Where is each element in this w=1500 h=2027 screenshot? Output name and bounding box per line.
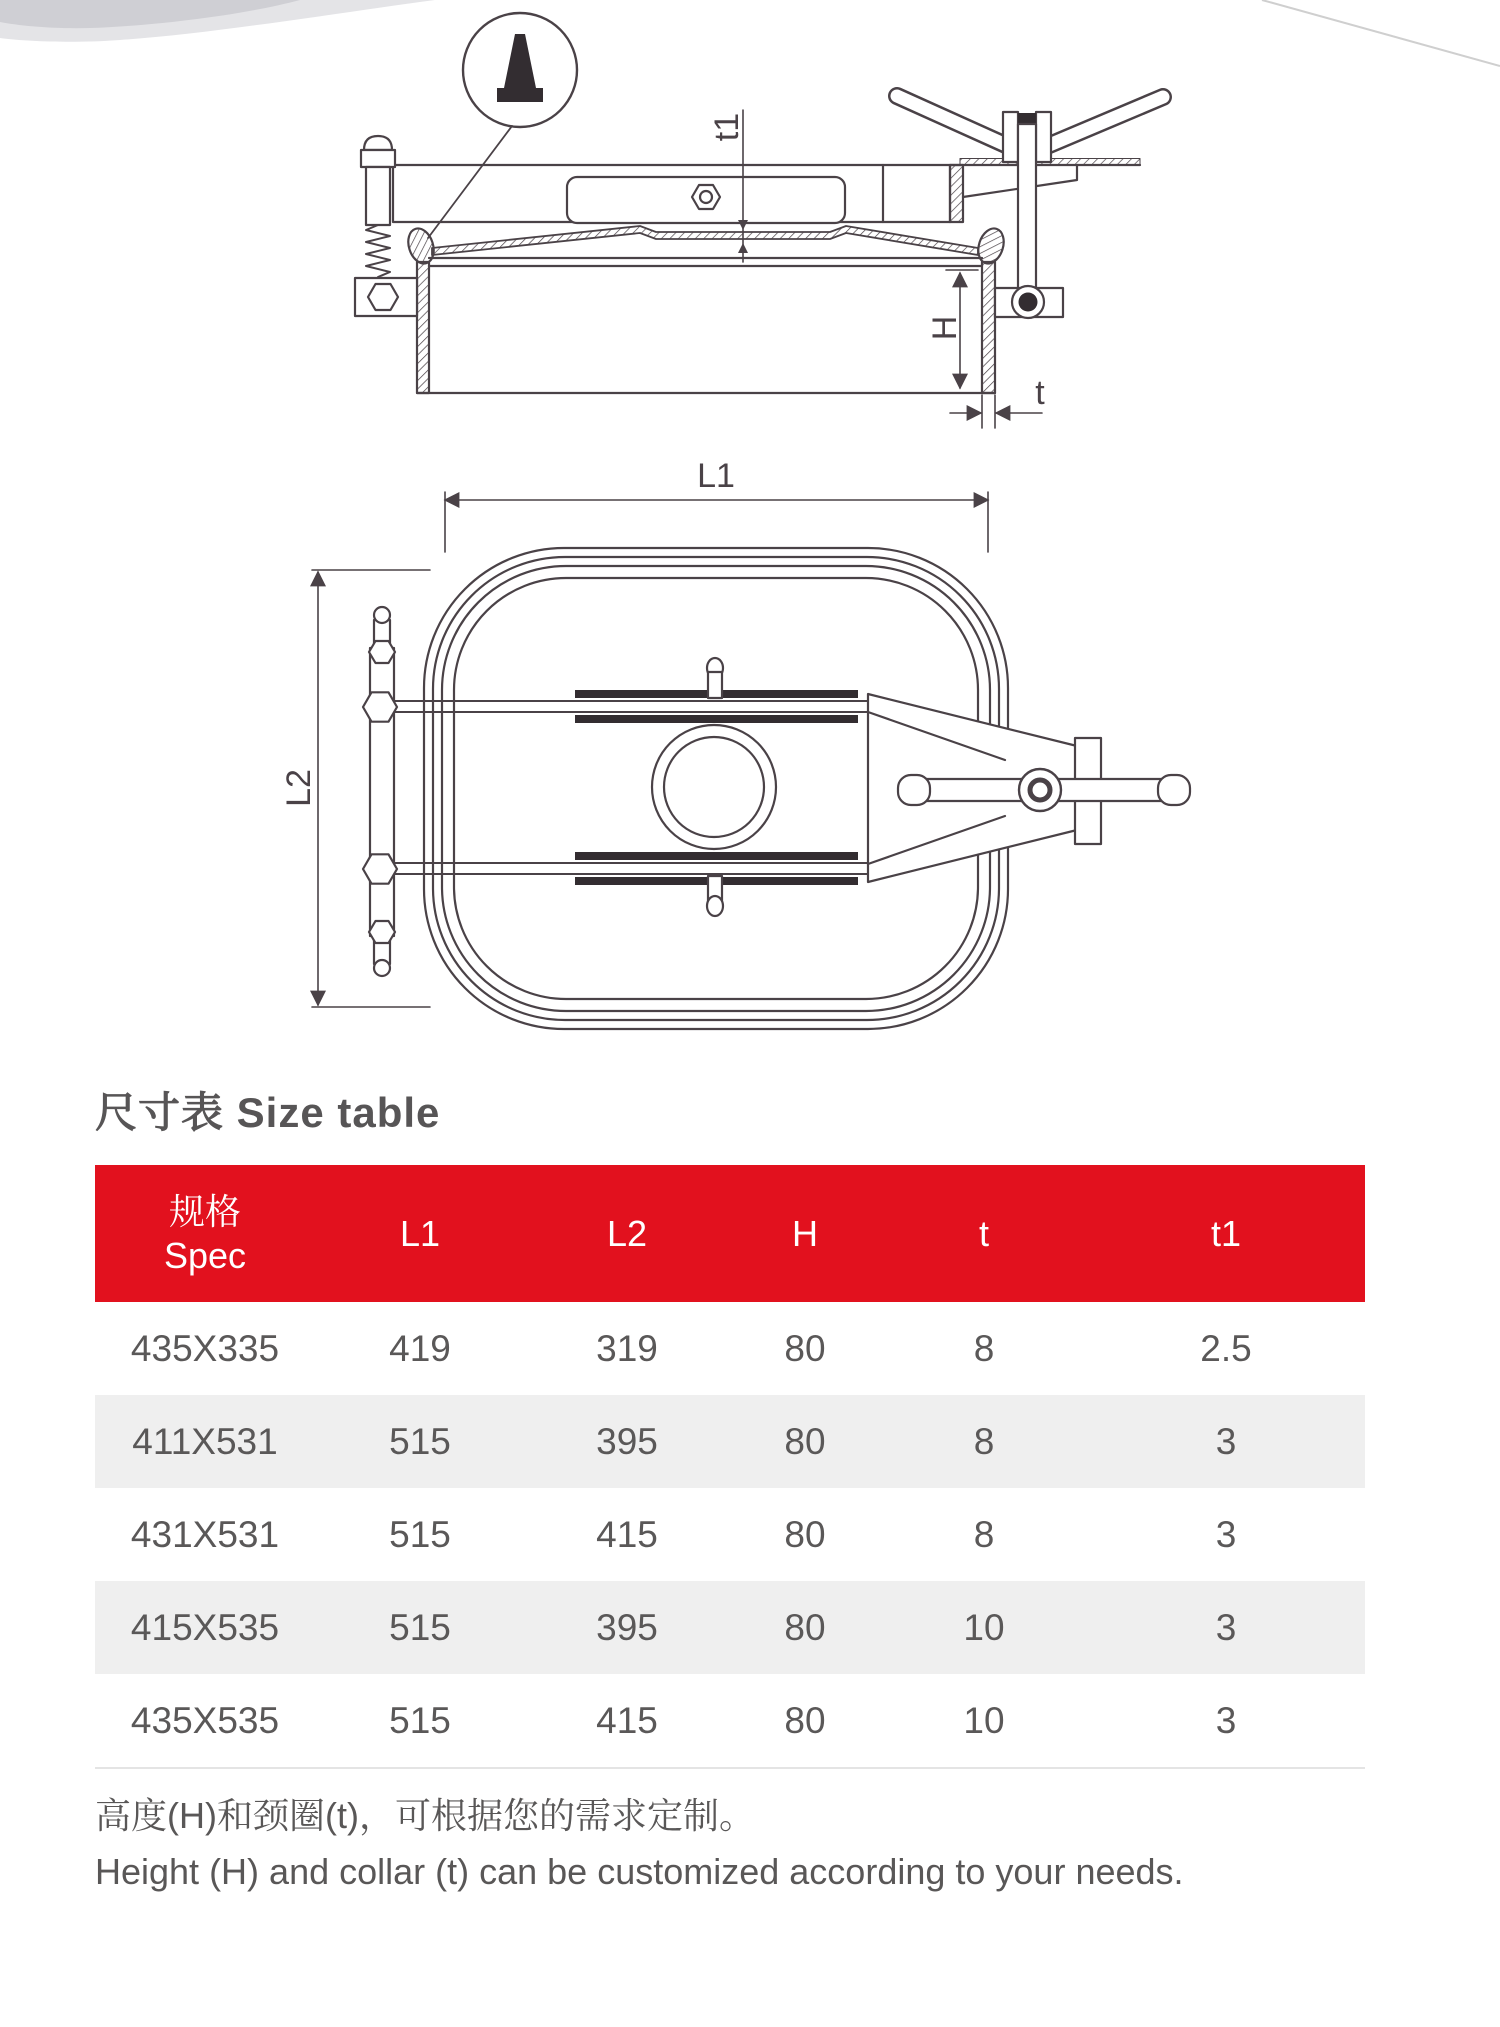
- right-lug-wall: [950, 165, 963, 222]
- page-corner-decoration: [0, 0, 1500, 66]
- col-header-l2: L2: [606, 1212, 648, 1254]
- size-table: [95, 1165, 1365, 1769]
- table-row: [95, 1488, 1365, 1581]
- table-row: [95, 1395, 1365, 1488]
- gasket-right: [974, 225, 1008, 267]
- bracket-nut: [368, 284, 398, 310]
- cell-t: 8: [973, 1420, 995, 1462]
- neck-left-wall: [417, 262, 429, 393]
- cell-l2: 319: [596, 1327, 658, 1369]
- col-header-l1: L1: [399, 1212, 441, 1254]
- cell-l2: 415: [596, 1699, 658, 1741]
- note-zh: 高度(H)和颈圈(t)，可根据您的需求定制。: [95, 1795, 755, 1836]
- cell-l2: 395: [596, 1606, 658, 1648]
- right-lug: [883, 165, 1077, 222]
- cell-l1: 515: [389, 1699, 451, 1741]
- neck-right-wall: [982, 262, 995, 393]
- neck-seat-lines: [417, 258, 995, 393]
- dim-label-l1: L1: [697, 457, 735, 495]
- cell-l1: 515: [389, 1513, 451, 1555]
- cell-t1: 2.5: [1200, 1327, 1252, 1369]
- cross-rods: [394, 701, 870, 874]
- lid-cone-section: [432, 226, 978, 255]
- cell-l1: 515: [389, 1420, 451, 1462]
- spring-icon: [366, 225, 390, 277]
- gasket-detail-balloon: [428, 13, 577, 238]
- cell-spec: 431X531: [130, 1513, 280, 1555]
- note-en: Height (H) and collar (t) can be customized according to your needs.: [95, 1851, 1184, 1892]
- cell-t: 10: [963, 1606, 1005, 1648]
- hinge-bolt-bottom: [363, 854, 397, 883]
- cell-t: 8: [973, 1513, 995, 1555]
- size-table-title: 尺寸表 Size table: [95, 1089, 441, 1136]
- left-bolt-dome: [364, 136, 392, 150]
- col-header-spec: [95, 1165, 315, 1302]
- dim-label-t1: t1: [708, 112, 746, 142]
- cell-spec: 435X335: [130, 1327, 280, 1369]
- col-header-t: t: [978, 1212, 989, 1254]
- cell-h: 80: [784, 1606, 826, 1648]
- side-view-dimensions: [738, 110, 1042, 428]
- cell-t: 8: [973, 1327, 995, 1369]
- wheel-handle: [897, 96, 1163, 318]
- dim-label-l2: L2: [280, 769, 318, 807]
- cell-h: 80: [784, 1420, 826, 1462]
- cell-t1: 3: [1215, 1513, 1237, 1555]
- center-port-outer: [652, 725, 776, 849]
- cell-t1: 3: [1215, 1699, 1237, 1741]
- cell-l2: 415: [596, 1513, 658, 1555]
- left-bolt-shank: [366, 167, 390, 225]
- col-header-spec-en: Spec: [163, 1234, 247, 1276]
- table-row: [95, 1302, 1365, 1395]
- cell-h: 80: [784, 1327, 826, 1369]
- cell-l2: 395: [596, 1420, 658, 1462]
- table-row: [95, 1581, 1365, 1674]
- customization-note: [95, 1788, 1425, 1900]
- cell-spec: 411X531: [132, 1420, 278, 1462]
- table-row: [95, 1674, 1365, 1767]
- cell-spec: 415X535: [130, 1606, 280, 1648]
- dim-label-h: H: [926, 315, 964, 341]
- cell-h: 80: [784, 1513, 826, 1555]
- size-table-body: [95, 1302, 1365, 1769]
- cell-l1: 419: [389, 1327, 451, 1369]
- size-table-header: [95, 1165, 1365, 1302]
- plan-view-drawing: [280, 457, 1190, 1029]
- col-header-spec-zh: 规格: [168, 1190, 241, 1232]
- col-header-h: H: [792, 1212, 818, 1254]
- cell-t: 10: [963, 1699, 1005, 1741]
- side-view-drawing: [355, 13, 1163, 428]
- cell-spec: 435X535: [130, 1699, 280, 1741]
- dim-label-t: t: [1035, 374, 1045, 412]
- hinge-bolt-top: [363, 692, 397, 721]
- center-nut: [692, 185, 720, 209]
- cell-t1: 3: [1215, 1420, 1237, 1462]
- swing-bolt-stem: [1018, 124, 1036, 290]
- left-bolt-hex: [361, 150, 395, 167]
- cell-h: 80: [784, 1699, 826, 1741]
- cell-t1: 3: [1215, 1606, 1237, 1648]
- col-header-t1: t1: [1210, 1212, 1242, 1254]
- hinge-assembly: [363, 607, 397, 976]
- pivot-pin: [1019, 293, 1038, 312]
- cell-l1: 515: [389, 1606, 451, 1648]
